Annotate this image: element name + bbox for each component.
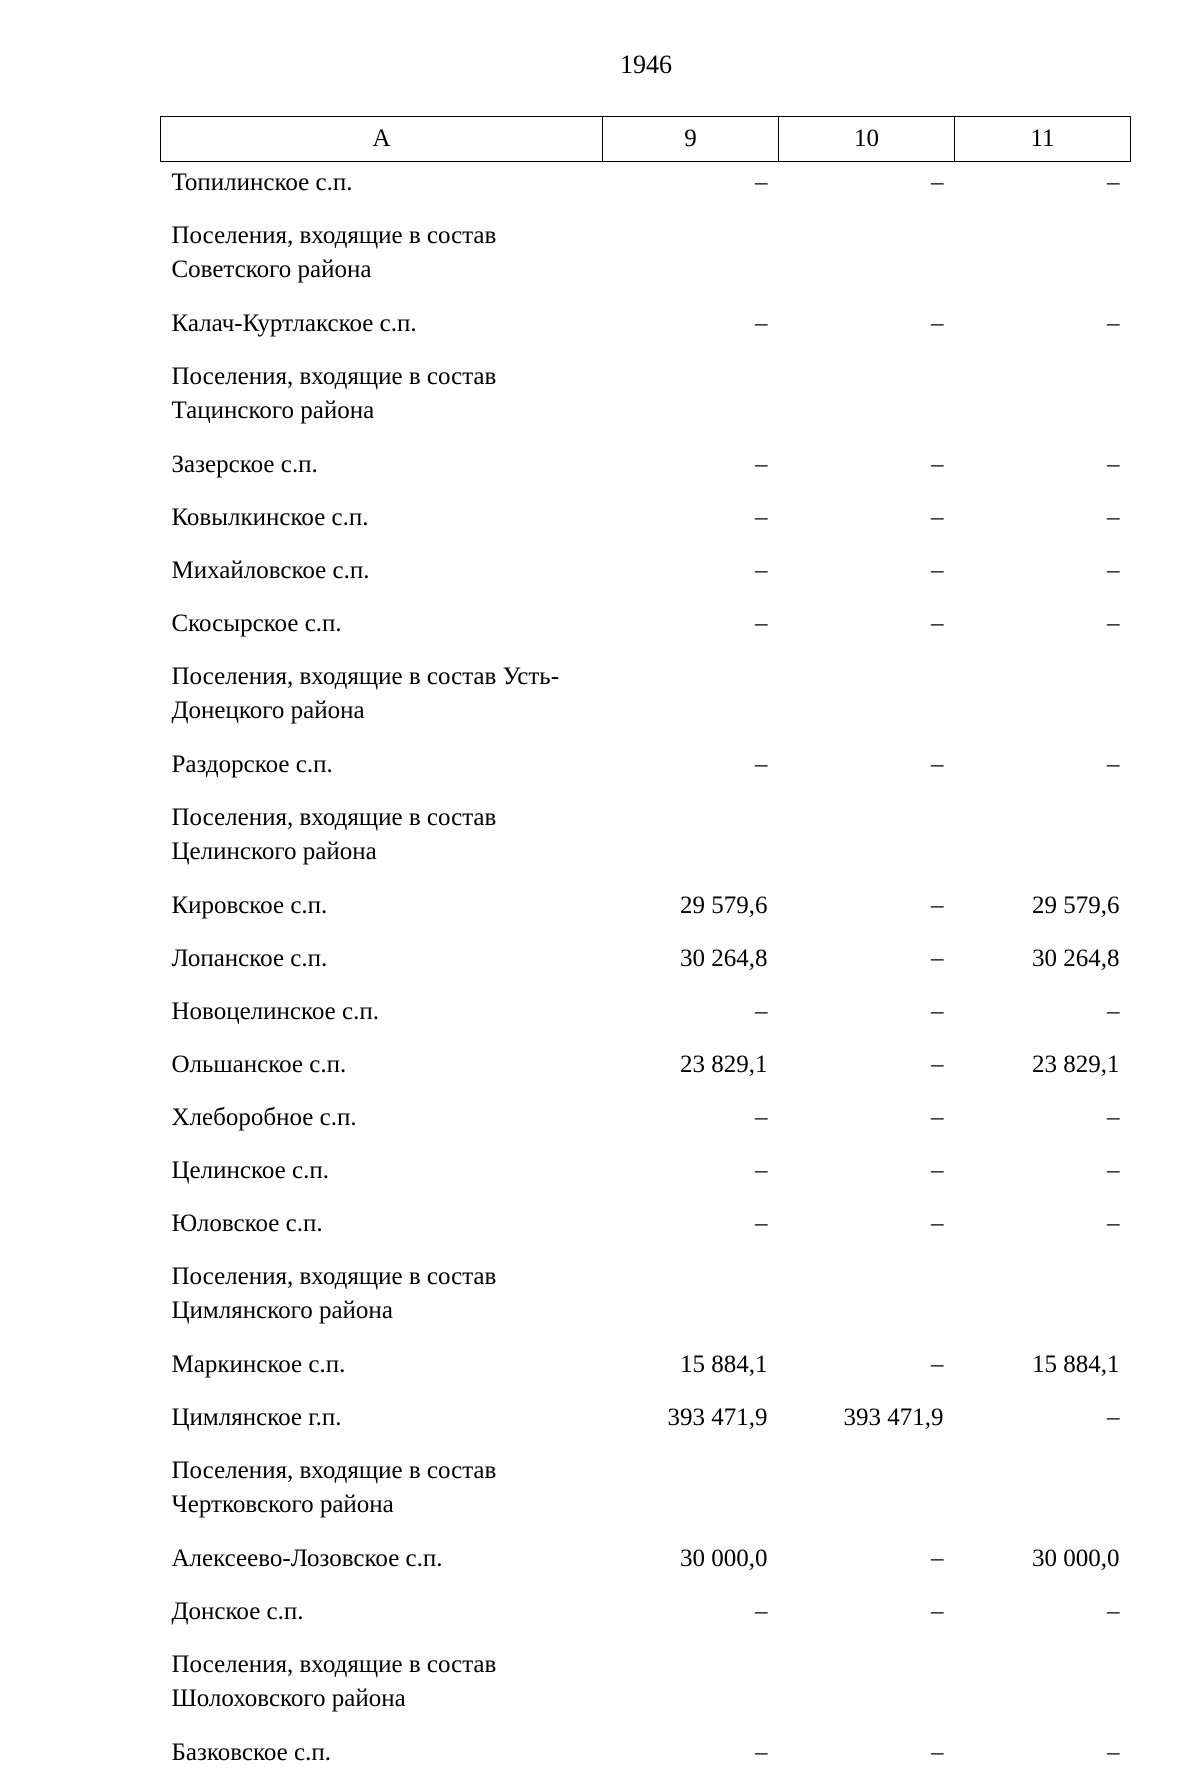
table-group-row <box>161 1252 1131 1340</box>
value-col-10 <box>779 211 955 299</box>
table-row <box>161 1093 1131 1146</box>
value-col-11: – <box>955 1587 1131 1640</box>
settlement-name: Ольшанское с.п. <box>161 1040 603 1093</box>
table-row <box>161 162 1131 212</box>
table-row <box>161 493 1131 546</box>
settlement-name: Базковское с.п. <box>161 1728 603 1781</box>
value-col-9 <box>603 1252 779 1340</box>
value-col-10: – <box>779 1728 955 1781</box>
value-col-11 <box>955 1252 1131 1340</box>
value-col-9: 30 264,8 <box>603 934 779 987</box>
settlement-name: Скосырское с.п. <box>161 599 603 652</box>
value-col-11: 30 264,8 <box>955 934 1131 987</box>
header-col-9: 9 <box>603 117 779 162</box>
value-col-11: – <box>955 1199 1131 1252</box>
settlement-name: Лопанское с.п. <box>161 934 603 987</box>
value-col-10: – <box>779 740 955 793</box>
value-col-9 <box>603 1640 779 1728</box>
value-col-9: 30 000,0 <box>603 1534 779 1587</box>
value-col-10: – <box>779 440 955 493</box>
value-col-11: 15 884,1 <box>955 1340 1131 1393</box>
value-col-10: – <box>779 1040 955 1093</box>
settlement-name: Зазерское с.п. <box>161 440 603 493</box>
settlement-name: Юловское с.п. <box>161 1199 603 1252</box>
value-col-11: – <box>955 1146 1131 1199</box>
value-col-10: – <box>779 987 955 1040</box>
value-col-11 <box>955 793 1131 881</box>
table-row <box>161 934 1131 987</box>
value-col-11: – <box>955 299 1131 352</box>
settlement-name: Раздорское с.п. <box>161 740 603 793</box>
value-col-9 <box>603 211 779 299</box>
table-group-row <box>161 211 1131 299</box>
table-row <box>161 1534 1131 1587</box>
value-col-11: 30 000,0 <box>955 1534 1131 1587</box>
table-row <box>161 1340 1131 1393</box>
value-col-9: – <box>603 1199 779 1252</box>
table-row <box>161 1040 1131 1093</box>
settlement-name: Михайловское с.п. <box>161 546 603 599</box>
table-group-row <box>161 352 1131 440</box>
group-heading: Поселения, входящие в состав Тацинского района <box>161 352 603 440</box>
settlement-name: Калач-Куртлакское с.п. <box>161 299 603 352</box>
table-group-row <box>161 1640 1131 1728</box>
value-col-9: – <box>603 1093 779 1146</box>
value-col-9: – <box>603 740 779 793</box>
value-col-9: – <box>603 546 779 599</box>
value-col-9 <box>603 652 779 740</box>
table-row <box>161 987 1131 1040</box>
value-col-10: – <box>779 934 955 987</box>
value-col-10: – <box>779 1534 955 1587</box>
value-col-11: – <box>955 546 1131 599</box>
value-col-10: – <box>779 299 955 352</box>
settlement-name: Маркинское с.п. <box>161 1340 603 1393</box>
value-col-10: – <box>779 162 955 212</box>
value-col-11 <box>955 1640 1131 1728</box>
value-col-11: – <box>955 1393 1131 1446</box>
table-row <box>161 1199 1131 1252</box>
table-group-row <box>161 652 1131 740</box>
settlement-name: Хлеборобное с.п. <box>161 1093 603 1146</box>
value-col-9: 29 579,6 <box>603 881 779 934</box>
table-row <box>161 1393 1131 1446</box>
value-col-11 <box>955 1446 1131 1534</box>
value-col-11 <box>955 352 1131 440</box>
table-row <box>161 599 1131 652</box>
value-col-10: – <box>779 1146 955 1199</box>
value-col-9: – <box>603 987 779 1040</box>
group-heading: Поселения, входящие в состав Чертковского района <box>161 1446 603 1534</box>
value-col-10: 393 471,9 <box>779 1393 955 1446</box>
value-col-9: – <box>603 1146 779 1199</box>
table-group-row <box>161 793 1131 881</box>
group-heading: Поселения, входящие в состав Шолоховского района <box>161 1640 603 1728</box>
group-heading: Поселения, входящие в состав Цимлянского района <box>161 1252 603 1340</box>
page-number: 1946 <box>0 50 1200 80</box>
header-col-11: 11 <box>955 117 1131 162</box>
value-col-11: – <box>955 1093 1131 1146</box>
table-body <box>161 162 1131 1781</box>
table-row <box>161 1146 1131 1199</box>
table-row <box>161 1728 1131 1781</box>
value-col-9: – <box>603 1587 779 1640</box>
value-col-10: – <box>779 1199 955 1252</box>
value-col-11: 23 829,1 <box>955 1040 1131 1093</box>
value-col-11: – <box>955 493 1131 546</box>
value-col-9 <box>603 1446 779 1534</box>
value-col-11: – <box>955 599 1131 652</box>
value-col-9: 393 471,9 <box>603 1393 779 1446</box>
value-col-10: – <box>779 1340 955 1393</box>
value-col-10 <box>779 652 955 740</box>
header-col-a: А <box>161 117 603 162</box>
value-col-10: – <box>779 1093 955 1146</box>
value-col-9 <box>603 793 779 881</box>
value-col-10: – <box>779 546 955 599</box>
value-col-9: 15 884,1 <box>603 1340 779 1393</box>
header-col-10: 10 <box>779 117 955 162</box>
table-group-row <box>161 1446 1131 1534</box>
group-heading: Поселения, входящие в состав Целинского района <box>161 793 603 881</box>
value-col-10: – <box>779 599 955 652</box>
value-col-11: 29 579,6 <box>955 881 1131 934</box>
table-row <box>161 299 1131 352</box>
table-row <box>161 881 1131 934</box>
value-col-10: – <box>779 881 955 934</box>
value-col-9: – <box>603 493 779 546</box>
settlement-name: Кировское с.п. <box>161 881 603 934</box>
table-row <box>161 740 1131 793</box>
group-heading: Поселения, входящие в состав Усть-Донецкого района <box>161 652 603 740</box>
settlement-name: Целинское с.п. <box>161 1146 603 1199</box>
value-col-9 <box>603 352 779 440</box>
settlement-name: Цимлянское г.п. <box>161 1393 603 1446</box>
table-row <box>161 1587 1131 1640</box>
value-col-9: – <box>603 440 779 493</box>
value-col-9: 23 829,1 <box>603 1040 779 1093</box>
value-col-10 <box>779 1640 955 1728</box>
group-heading: Поселения, входящие в состав Советского района <box>161 211 603 299</box>
settlement-name: Алексеево-Лозовское с.п. <box>161 1534 603 1587</box>
value-col-10: – <box>779 493 955 546</box>
settlement-name: Новоцелинское с.п. <box>161 987 603 1040</box>
value-col-10 <box>779 352 955 440</box>
value-col-10 <box>779 793 955 881</box>
value-col-11: – <box>955 440 1131 493</box>
value-col-11: – <box>955 987 1131 1040</box>
value-col-11 <box>955 211 1131 299</box>
value-col-11: – <box>955 162 1131 212</box>
value-col-10 <box>779 1252 955 1340</box>
table-header-row <box>161 117 1131 162</box>
settlement-name: Топилинское с.п. <box>161 162 603 212</box>
settlement-name: Донское с.п. <box>161 1587 603 1640</box>
value-col-9: – <box>603 162 779 212</box>
value-col-9: – <box>603 1728 779 1781</box>
value-col-10: – <box>779 1587 955 1640</box>
value-col-9: – <box>603 599 779 652</box>
table-row <box>161 546 1131 599</box>
value-col-11: – <box>955 1728 1131 1781</box>
value-col-11: – <box>955 740 1131 793</box>
value-col-11 <box>955 652 1131 740</box>
settlement-name: Ковылкинское с.п. <box>161 493 603 546</box>
value-col-9: – <box>603 299 779 352</box>
data-table <box>160 116 1131 1781</box>
table-row <box>161 440 1131 493</box>
value-col-10 <box>779 1446 955 1534</box>
